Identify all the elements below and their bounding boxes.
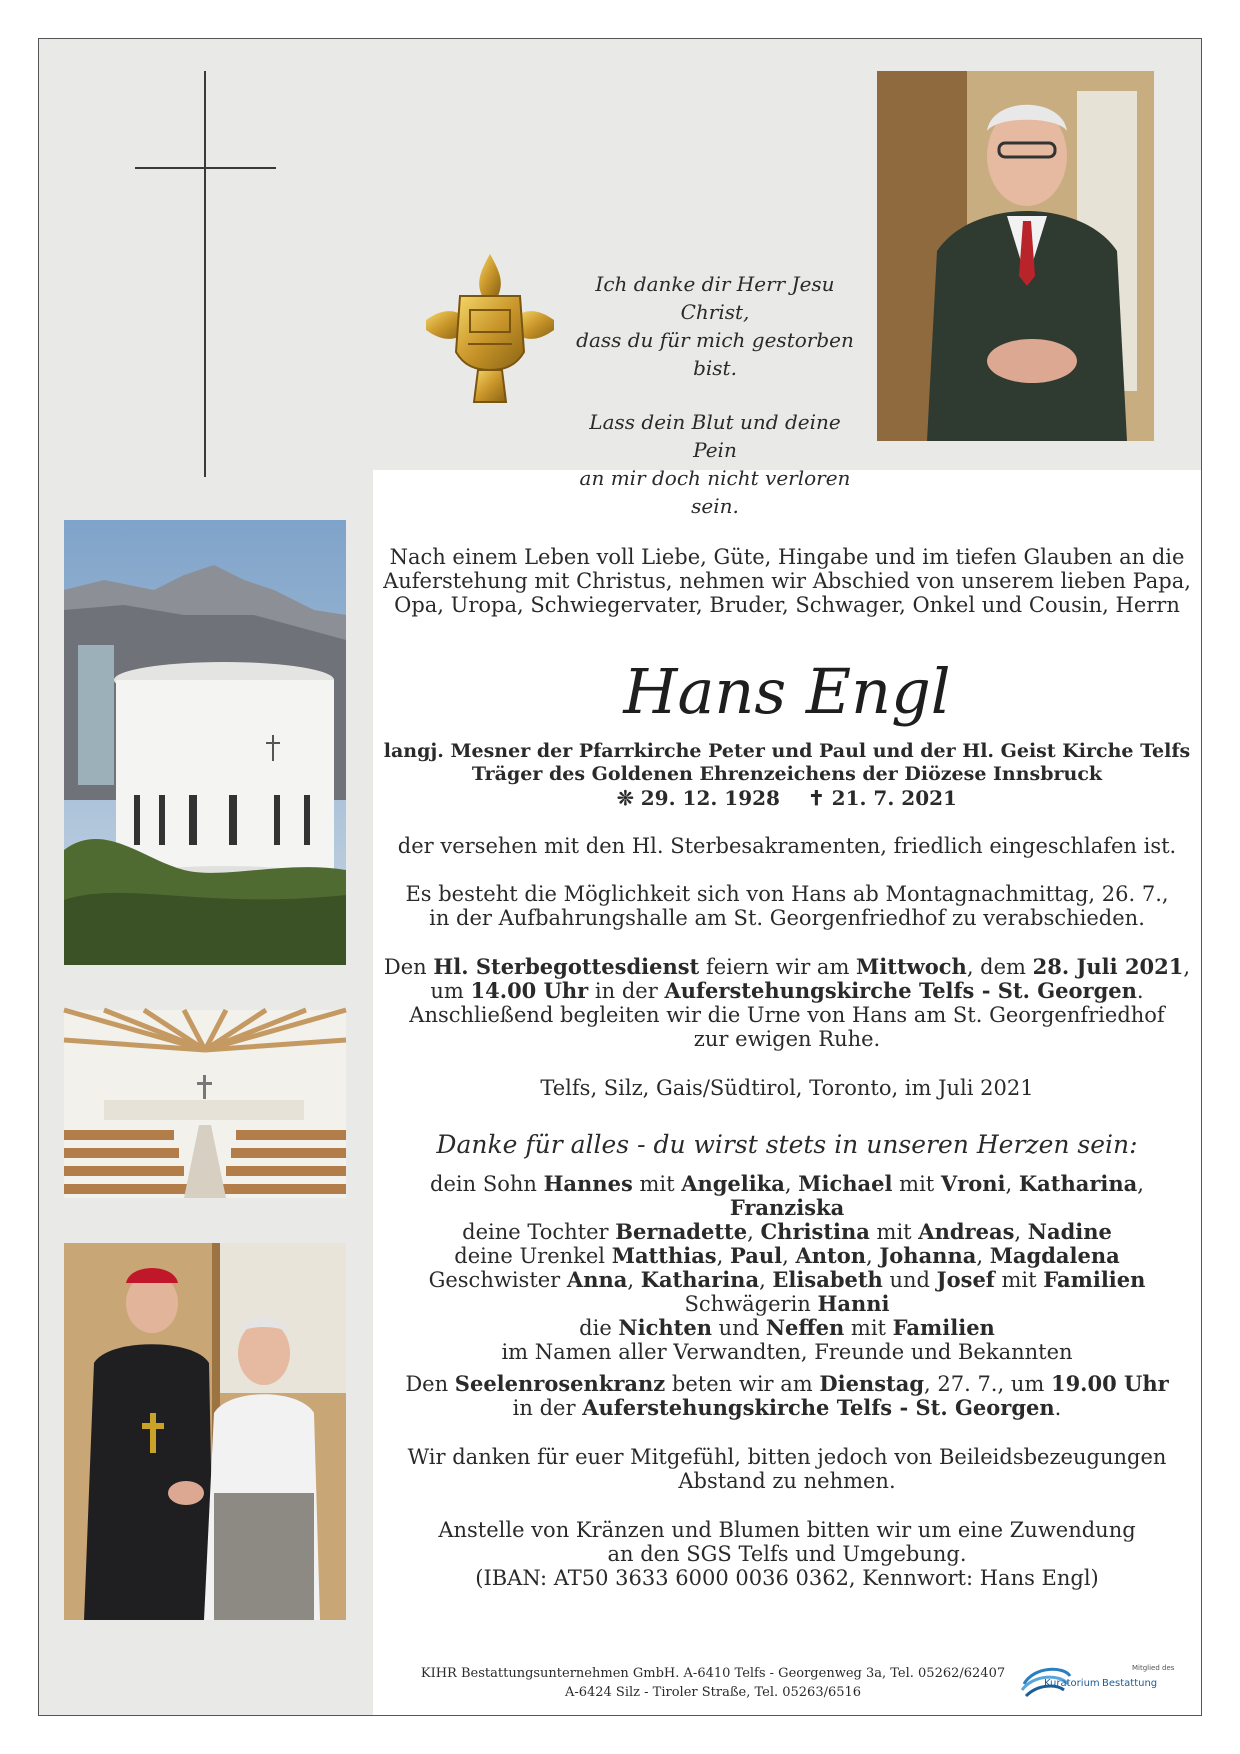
text-run: deine Urenkel — [454, 1244, 612, 1268]
burial-line: Anschließend begleiten wir die Urne von Hans am St. Georgenfriedhof — [409, 1003, 1165, 1027]
text-run: mit — [892, 1172, 941, 1196]
footer-address — [373, 1664, 1053, 1702]
kuratorium-bestattung-logo — [1020, 1660, 1175, 1700]
church-interior-photo — [64, 1010, 346, 1198]
family-line — [373, 1172, 1201, 1220]
family-member: Matthias — [611, 1243, 717, 1268]
family-member: Katharina — [640, 1267, 760, 1292]
family-member: Angelika — [681, 1171, 785, 1196]
rosary-day: Dienstag — [819, 1371, 925, 1396]
donation-line: (IBAN: AT50 3633 6000 0036 0362, Kennwort: Hans Engl) — [475, 1566, 1099, 1590]
family-member: Anton — [795, 1243, 866, 1268]
family-member: Andreas — [918, 1219, 1015, 1244]
family-member: Familien — [1043, 1267, 1146, 1292]
footer-line: A-6424 Silz - Tiroler Straße, Tel. 05263/6516 — [564, 1685, 862, 1700]
sacraments-text: der versehen mit den Hl. Sterbesakramenten, friedlich eingeschlafen ist. — [397, 834, 1177, 858]
family-member: Christina — [760, 1219, 870, 1244]
service-church: Auferstehungskirche Telfs - St. Georgen — [664, 978, 1137, 1003]
logo-small-text: Mitglied des — [1132, 1664, 1175, 1672]
viewing-line: in der Aufbahrungshalle am St. Georgenfriedhof zu verabschieden. — [429, 906, 1145, 930]
text-run: , — [784, 1172, 799, 1196]
family-member: Josef — [936, 1267, 995, 1292]
donation-text — [373, 1518, 1201, 1590]
service-date: 28. Juli 2021 — [1032, 954, 1184, 979]
family-list — [373, 1172, 1201, 1364]
family-member: Franziska — [729, 1195, 845, 1220]
golden-honor-badge-icon — [420, 252, 560, 406]
text-run: . — [1054, 1396, 1062, 1420]
text-run: Den — [405, 1372, 455, 1396]
role-text — [373, 740, 1201, 786]
family-member: Hanni — [817, 1291, 890, 1316]
rosary-church: Auferstehungskirche Telfs - St. Georgen — [582, 1395, 1055, 1420]
text-run: Den — [383, 955, 434, 979]
service-name: Hl. Sterbegottesdienst — [433, 954, 700, 979]
service-day: Mittwoch — [856, 954, 967, 979]
intro-line: Auferstehung mit Christus, nehmen wir Abschied von unserem lieben Papa, — [383, 569, 1191, 593]
condolence-line: Wir danken für euer Mitgefühl, bitten jedoch von Beileidsbezeugungen — [407, 1445, 1167, 1469]
footer-line: KIHR Bestattungsunternehmen GmbH. A-6410 Telfs - Georgenweg 3a, Tel. 05262/62407 — [420, 1666, 1006, 1681]
text-run: deine Tochter — [462, 1220, 616, 1244]
donation-line: Anstelle von Kränzen und Blumen bitten wir um eine Zuwendung — [438, 1518, 1136, 1542]
family-member: Katharina — [1018, 1171, 1138, 1196]
rosary-name: Seelenrosenkranz — [454, 1371, 666, 1396]
text-run: und — [711, 1316, 766, 1340]
portrait-photo — [877, 71, 1154, 441]
text-run: , — [627, 1268, 641, 1292]
viewing-text — [373, 882, 1201, 930]
text-run: mit — [869, 1220, 919, 1244]
family-line: im Namen aller Verwandten, Freunde und Bekannten — [501, 1340, 1073, 1364]
service-time: 14.00 Uhr — [470, 978, 589, 1003]
verse-line: Lass dein Blut und deine Pein — [589, 410, 841, 462]
death-date: ✝ 21. 7. 2021 — [807, 786, 957, 810]
text-run: mit — [844, 1316, 893, 1340]
condolence-text — [373, 1445, 1201, 1493]
text-run: , — [1183, 955, 1191, 979]
rosary-time: 19.00 Uhr — [1050, 1371, 1169, 1396]
family-line — [373, 1268, 1201, 1292]
handshake-photo — [64, 1243, 346, 1620]
family-line — [373, 1244, 1201, 1268]
text-run: , dem — [966, 955, 1033, 979]
family-member: Elisabeth — [772, 1267, 883, 1292]
family-line — [373, 1292, 1201, 1316]
text-run: , — [1005, 1172, 1019, 1196]
verse-line: dass du für mich gestorben bist. — [576, 328, 854, 380]
text-run: die — [579, 1316, 619, 1340]
text-run: in der — [512, 1396, 583, 1420]
text-run: , 27. 7., um — [924, 1372, 1051, 1396]
role-line: Träger des Goldenen Ehrenzeichens der Diözese Innsbruck — [471, 763, 1103, 785]
text-run: dein Sohn — [430, 1172, 544, 1196]
family-member: Neffen — [765, 1315, 845, 1340]
text-run: beten wir am — [665, 1372, 820, 1396]
text-run: , — [759, 1268, 773, 1292]
family-line — [373, 1220, 1201, 1244]
viewing-line: Es besteht die Möglichkeit sich von Hans ab Montagnachmittag, 26. 7., — [405, 882, 1169, 906]
cross-icon — [204, 71, 206, 477]
text-run: Schwägerin — [684, 1292, 818, 1316]
family-member: Nichten — [618, 1315, 712, 1340]
text-run: , — [747, 1220, 761, 1244]
logo-text: Bestattung — [1102, 1678, 1158, 1689]
verse — [570, 270, 860, 546]
family-member: Michael — [798, 1171, 893, 1196]
text-run: , — [716, 1244, 730, 1268]
intro-line: Opa, Uropa, Schwiegervater, Bruder, Schwager, Onkel und Cousin, Herrn — [394, 593, 1180, 617]
text-run: in der — [588, 979, 665, 1003]
text-run: , — [976, 1244, 990, 1268]
family-member: Nadine — [1027, 1219, 1112, 1244]
family-member: Bernadette — [615, 1219, 748, 1244]
intro-line: Nach einem Leben voll Liebe, Güte, Hingabe und im tiefen Glauben an die — [389, 545, 1185, 569]
family-member: Paul — [730, 1243, 783, 1268]
text-run: um — [430, 979, 471, 1003]
family-member: Magdalena — [989, 1243, 1120, 1268]
family-line — [373, 1316, 1201, 1340]
text-run: feiern wir am — [699, 955, 857, 979]
text-run: . — [1136, 979, 1144, 1003]
donation-line: an den SGS Telfs und Umgebung. — [607, 1542, 967, 1566]
rosary-text — [373, 1372, 1201, 1420]
text-run: , — [1014, 1220, 1028, 1244]
life-dates — [373, 786, 1201, 810]
intro-text — [373, 545, 1201, 617]
funeral-service-text — [373, 955, 1201, 1051]
thanks-heading: Danke für alles - du wirst stets in unseren Herzen sein: — [436, 1130, 1138, 1159]
birth-date: ❊ 29. 12. 1928 — [617, 786, 780, 810]
text-run: , — [1137, 1172, 1144, 1196]
text-run: , — [782, 1244, 796, 1268]
text-run: , — [866, 1244, 880, 1268]
role-line: langj. Mesner der Pfarrkirche Peter und Paul und der Hl. Geist Kirche Telfs — [383, 740, 1191, 762]
text-run: Geschwister — [428, 1268, 567, 1292]
family-member: Johanna — [879, 1243, 977, 1268]
place-date: Telfs, Silz, Gais/Südtirol, Toronto, im Juli 2021 — [540, 1076, 1034, 1100]
text-run: mit — [994, 1268, 1044, 1292]
text-run: mit — [632, 1172, 682, 1196]
logo-text: Kuratorium — [1044, 1678, 1100, 1689]
burial-line: zur ewigen Ruhe. — [693, 1027, 881, 1051]
family-member: Anna — [566, 1267, 628, 1292]
text-run: und — [882, 1268, 937, 1292]
cross-icon-bar — [135, 167, 276, 169]
church-exterior-photo — [64, 520, 346, 965]
family-member: Familien — [892, 1315, 995, 1340]
verse-line: Ich danke dir Herr Jesu Christ, — [595, 272, 835, 324]
family-member: Vroni — [940, 1171, 1006, 1196]
verse-line: an mir doch nicht verloren sein. — [579, 466, 851, 518]
condolence-line: Abstand zu nehmen. — [678, 1469, 896, 1493]
deceased-name: Hans Engl — [623, 655, 951, 728]
family-member: Hannes — [543, 1171, 633, 1196]
